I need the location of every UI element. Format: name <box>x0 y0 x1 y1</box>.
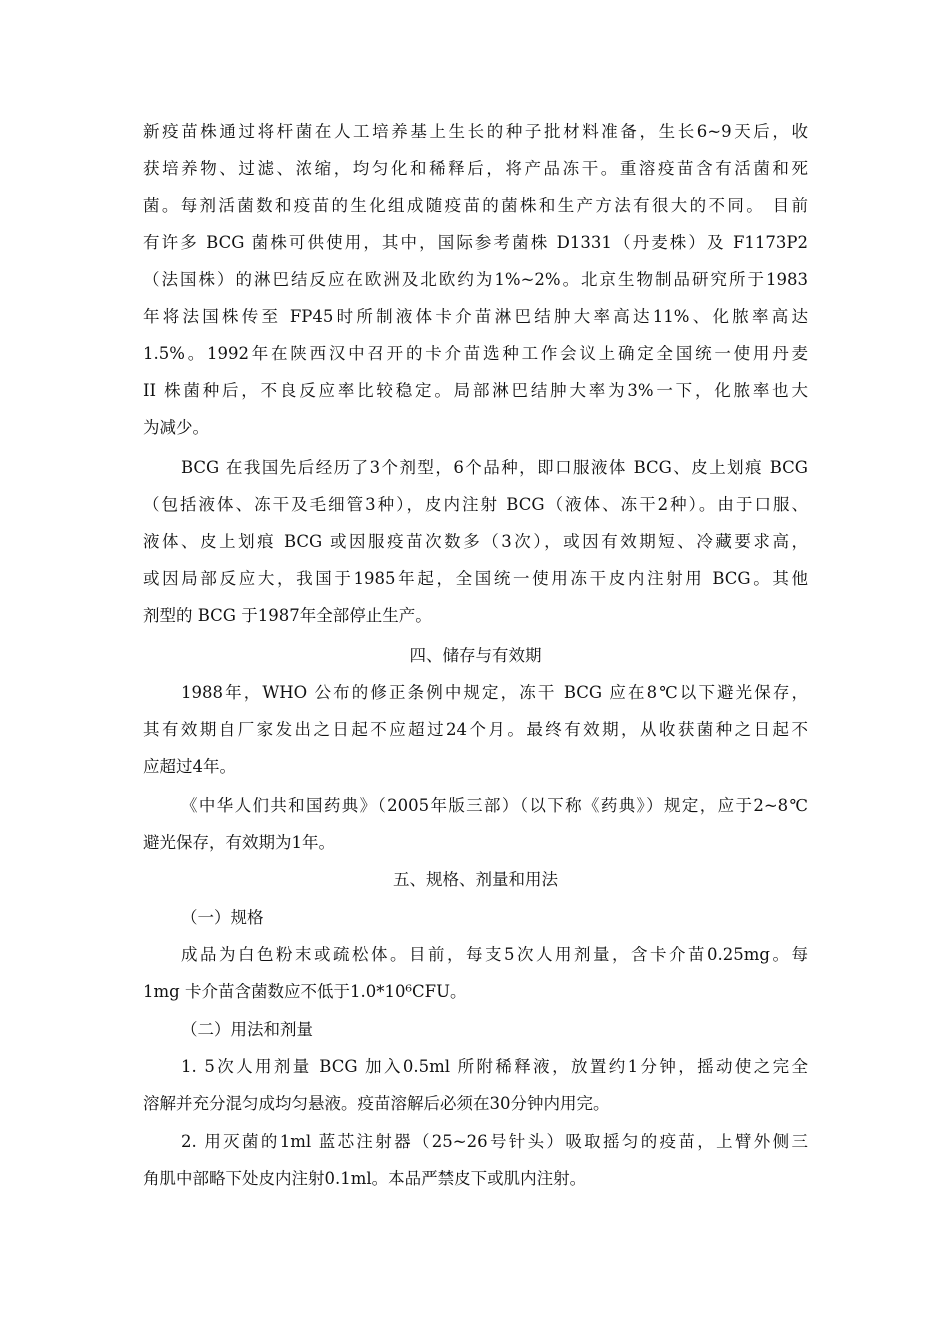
subsection-heading: （一）规格 <box>181 908 264 927</box>
paragraph-line: 或因局部反应大，我国于1985年起，全国统一使用冻干皮内注射用 BCG。其他 <box>143 569 808 588</box>
paragraph-line: 液体、皮上划痕 BCG 或因服疫苗次数多（3次），或因有效期短、冷藏要求高， <box>143 532 808 551</box>
paragraph-line: （法国株）的淋巴结反应在欧洲及北欧约为1%~2%。北京生物制品研究所于1983 <box>143 270 808 289</box>
paragraph-line: BCG 在我国先后经历了3个剂型，6个品种，即口服液体 BCG、皮上划痕 BCG <box>181 458 808 477</box>
paragraph-line: 年将法国株传至 FP45时所制液体卡介苗淋巴结肿大率高达11%、化脓率高达 <box>143 307 808 326</box>
paragraph-line: 剂型的 BCG 于1987年全部停止生产。 <box>143 606 432 625</box>
paragraph-line: 2. 用灭菌的1ml 蓝芯注射器（25~26号针头）吸取摇匀的疫苗，上臂外侧三 <box>181 1132 808 1151</box>
paragraph-line: 《中华人们共和国药典》（2005年版三部）（以下称《药典》）规定，应于2~8℃ <box>181 796 808 815</box>
paragraph-line: 菌。每剂活菌数和疫苗的生化组成随疫苗的菌株和生产方法有很大的不同。 目前 <box>143 196 808 215</box>
paragraph-line: 1. 5次人用剂量 BCG 加入0.5ml 所附稀释液，放置约1分钟，摇动使之完全 <box>181 1057 808 1076</box>
paragraph-line: 溶解并充分混匀成均匀悬液。疫苗溶解后必须在30分钟内用完。 <box>143 1094 610 1113</box>
paragraph-line: II 株菌种后，不良反应率比较稳定。局部淋巴结肿大率为3%一下，化脓率也大 <box>143 381 808 400</box>
paragraph-line: 为减少。 <box>143 418 209 437</box>
paragraph-line: 有许多 BCG 菌株可供使用，其中，国际参考菌株 D1331（丹麦株）及 F1173P2 <box>143 233 808 252</box>
paragraph-line: 成品为白色粉末或疏松体。目前，每支5次人用剂量，含卡介苗0.25mg。每 <box>181 945 808 964</box>
subsection-heading: （二）用法和剂量 <box>181 1020 313 1039</box>
paragraph-line: 获培养物、过滤、浓缩，均匀化和稀释后，将产品冻干。重溶疫苗含有活菌和死 <box>143 159 808 178</box>
paragraph-line: 角肌中部略下处皮内注射0.1ml。本品严禁皮下或肌内注射。 <box>143 1169 587 1188</box>
section-heading: 四、储存与有效期 <box>409 646 542 665</box>
paragraph-line: 1.5%。1992年在陕西汉中召开的卡介苗选种工作会议上确定全国统一使用丹麦 <box>143 344 808 363</box>
paragraph-line: 应超过4年。 <box>143 757 236 776</box>
paragraph-line: 1988年，WHO 公布的修正条例中规定，冻干 BCG 应在8℃以下避光保存， <box>181 683 808 702</box>
paragraph-line: 其有效期自厂家发出之日起不应超过24个月。最终有效期，从收获菌种之日起不 <box>143 720 808 739</box>
paragraph-line: 新疫苗株通过将杆菌在人工培养基上生长的种子批材料准备，生长6~9天后，收 <box>143 122 808 141</box>
paragraph-line: 避光保存，有效期为1年。 <box>143 833 335 852</box>
paragraph-line: （包括液体、冻干及毛细管3种），皮内注射 BCG（液体、冻干2种）。由于口服、 <box>143 495 808 514</box>
paragraph-line: 1mg 卡介苗含菌数应不低于1.0*10⁶CFU。 <box>143 982 467 1001</box>
section-heading: 五、规格、剂量和用法 <box>393 870 558 889</box>
